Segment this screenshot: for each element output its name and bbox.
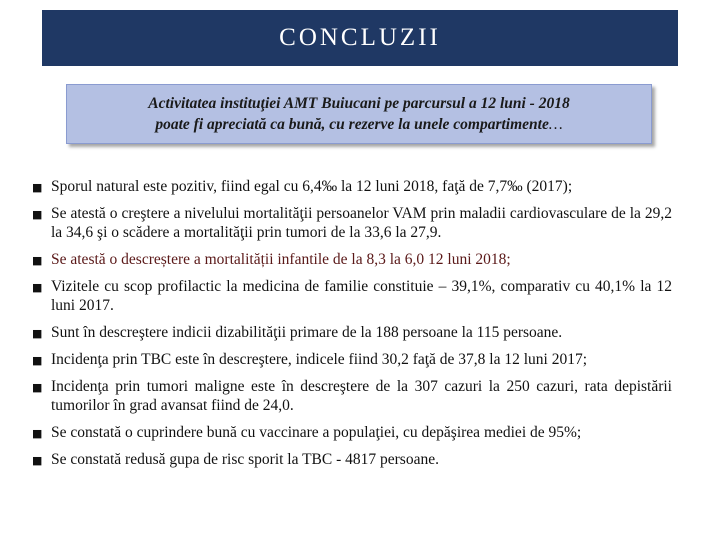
- square-bullet-icon: ■: [32, 381, 43, 394]
- square-bullet-icon: ■: [32, 254, 43, 267]
- list-item: [32, 450, 672, 469]
- square-bullet-icon: ■: [32, 454, 43, 467]
- title-bar: [42, 10, 678, 66]
- summary-ellipsis: …: [548, 116, 563, 133]
- list-item: [32, 204, 672, 242]
- list-item: [32, 277, 672, 315]
- conclusions-list: [32, 177, 672, 477]
- list-item: [32, 423, 672, 442]
- list-item-text: Incidenţa prin tumori maligne este în descreştere de la 307 cazuri la 250 cazuri, rata depistării tumorilor în grad avansat fiind de 24,0.: [51, 378, 672, 414]
- summary-line-2-text: poate fi apreciată ca bună, cu rezerve la unele compartimente: [155, 116, 549, 133]
- square-bullet-icon: ■: [32, 208, 43, 221]
- list-item: [32, 377, 672, 415]
- summary-line-1: Activitatea instituţiei AMT Buiucani pe parcursul a 12 luni - 2018: [148, 95, 570, 112]
- list-item-text: Se constată o cuprindere bună cu vaccinare a populaţiei, cu depăşirea mediei de 95%;: [51, 424, 582, 441]
- list-item: [32, 350, 672, 369]
- summary-box: [66, 84, 652, 144]
- list-item-text: Se atestă o creştere a nivelului mortalităţii persoanelor VAM prin maladii cardiovasculare de la 29,2 la 34,6 şi o scădere a mortalităţii prin tumori de la 33,6 la 27,9.: [51, 205, 672, 241]
- list-item: [32, 250, 672, 269]
- summary-line-2: [155, 114, 562, 135]
- list-item-text: Vizitele cu scop profilactic la medicina de familie constituie – 39,1%, comparativ cu 40,1% la 12 luni 2017.: [51, 278, 672, 314]
- square-bullet-icon: ■: [32, 427, 43, 440]
- list-item-text: Se constată redusă gupa de risc sporit la TBC - 4817 persoane.: [51, 451, 439, 468]
- list-item: [32, 177, 672, 196]
- list-item-text: Sporul natural este pozitiv, fiind egal cu 6,4‰ la 12 luni 2018, faţă de 7,7‰ (2017);: [51, 178, 573, 195]
- list-item: [32, 323, 672, 342]
- square-bullet-icon: ■: [32, 354, 43, 367]
- square-bullet-icon: ■: [32, 181, 43, 194]
- page-title: CONCLUZII: [279, 24, 441, 51]
- square-bullet-icon: ■: [32, 327, 43, 340]
- list-item-text: Sunt în descreştere indicii dizabilităţii primare de la 188 persoane la 115 persoane.: [51, 324, 563, 341]
- list-item-text: Incidenţa prin TBC este în descreştere, indicele fiind 30,2 faţă de 37,8 la 12 luni 2017;: [51, 351, 588, 368]
- square-bullet-icon: ■: [32, 281, 43, 294]
- list-item-text: Se atestă o descreștere a mortalității infantile de la 8,3 la 6,0 12 luni 2018;: [51, 251, 511, 268]
